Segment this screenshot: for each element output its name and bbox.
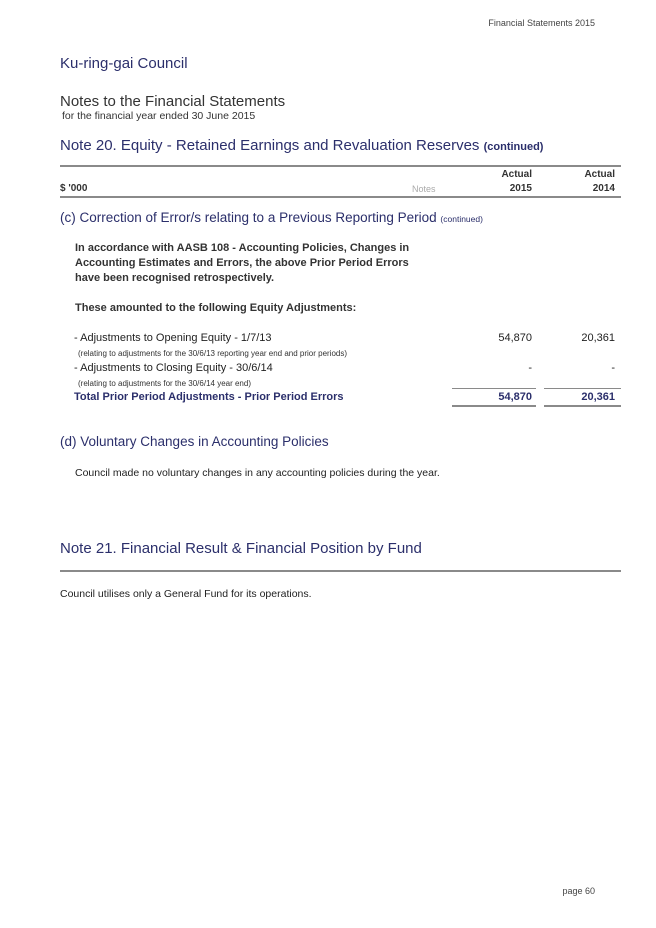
notes-column-label: Notes bbox=[412, 184, 436, 194]
row-closing-equity-2015: - bbox=[528, 362, 532, 374]
notes-title: Notes to the Financial Statements bbox=[60, 93, 286, 110]
total-top-rule-2014 bbox=[544, 388, 621, 389]
row-closing-equity-label: - Adjustments to Closing Equity - 30/6/14 bbox=[74, 362, 273, 374]
section-c-title: (c) Correction of Error/s relating to a Previous Reporting Period bbox=[60, 210, 437, 225]
table-header-rule bbox=[60, 196, 621, 198]
note20-title: Note 20. Equity - Retained Earnings and Revaluation Reserves bbox=[60, 137, 480, 154]
note20-heading bbox=[60, 137, 543, 154]
row-opening-equity-2014: 20,361 bbox=[581, 332, 615, 344]
note21-rule bbox=[60, 570, 621, 572]
unit-label: $ '000 bbox=[60, 183, 88, 194]
table-top-rule bbox=[60, 165, 621, 167]
page-number: page 60 bbox=[562, 886, 595, 896]
col-2015-year: 2015 bbox=[509, 183, 532, 194]
total-bottom-rule-2014 bbox=[544, 405, 621, 407]
section-d-title: (d) Voluntary Changes in Accounting Policies bbox=[60, 434, 329, 449]
total-2015: 54,870 bbox=[498, 391, 532, 403]
row-closing-equity-2014: - bbox=[611, 362, 615, 374]
aasb-line-1: In accordance with AASB 108 - Accounting Policies, Changes in bbox=[75, 242, 410, 254]
col-2014-year: 2014 bbox=[592, 183, 615, 194]
note21-title: Note 21. Financial Result & Financial Position by Fund bbox=[60, 540, 422, 557]
running-header: Financial Statements 2015 bbox=[488, 18, 595, 28]
row-opening-equity-2015: 54,870 bbox=[498, 332, 532, 344]
total-bottom-rule-2015 bbox=[452, 405, 536, 407]
col-2014-top: Actual bbox=[584, 169, 615, 180]
row-closing-equity-sub: (relating to adjustments for the 30/6/14 year end) bbox=[78, 379, 251, 388]
section-c-heading bbox=[60, 210, 483, 225]
row-opening-equity-sub: (relating to adjustments for the 30/6/13 reporting year end and prior periods) bbox=[78, 349, 348, 358]
council-name: Ku-ring-gai Council bbox=[60, 55, 188, 72]
total-label: Total Prior Period Adjustments - Prior Period Errors bbox=[74, 391, 344, 403]
col-2015-top: Actual bbox=[501, 169, 532, 180]
section-d-text: Council made no voluntary changes in any accounting policies during the year. bbox=[75, 467, 440, 479]
row-opening-equity-label: - Adjustments to Opening Equity - 1/7/13 bbox=[74, 332, 272, 344]
notes-subtitle: for the financial year ended 30 June 2015 bbox=[62, 110, 256, 122]
equity-intro: These amounted to the following Equity Adjustments: bbox=[75, 302, 357, 314]
aasb-line-3: have been recognised retrospectively. bbox=[75, 272, 275, 284]
note20-continued: (continued) bbox=[483, 141, 544, 153]
aasb-paragraph bbox=[75, 241, 409, 286]
note21-text: Council utilises only a General Fund for its operations. bbox=[60, 588, 312, 600]
total-2014: 20,361 bbox=[581, 391, 615, 403]
aasb-line-2: Accounting Estimates and Errors, the above Prior Period Errors bbox=[75, 257, 409, 269]
total-top-rule-2015 bbox=[452, 388, 536, 389]
section-c-continued: (continued) bbox=[440, 214, 483, 224]
